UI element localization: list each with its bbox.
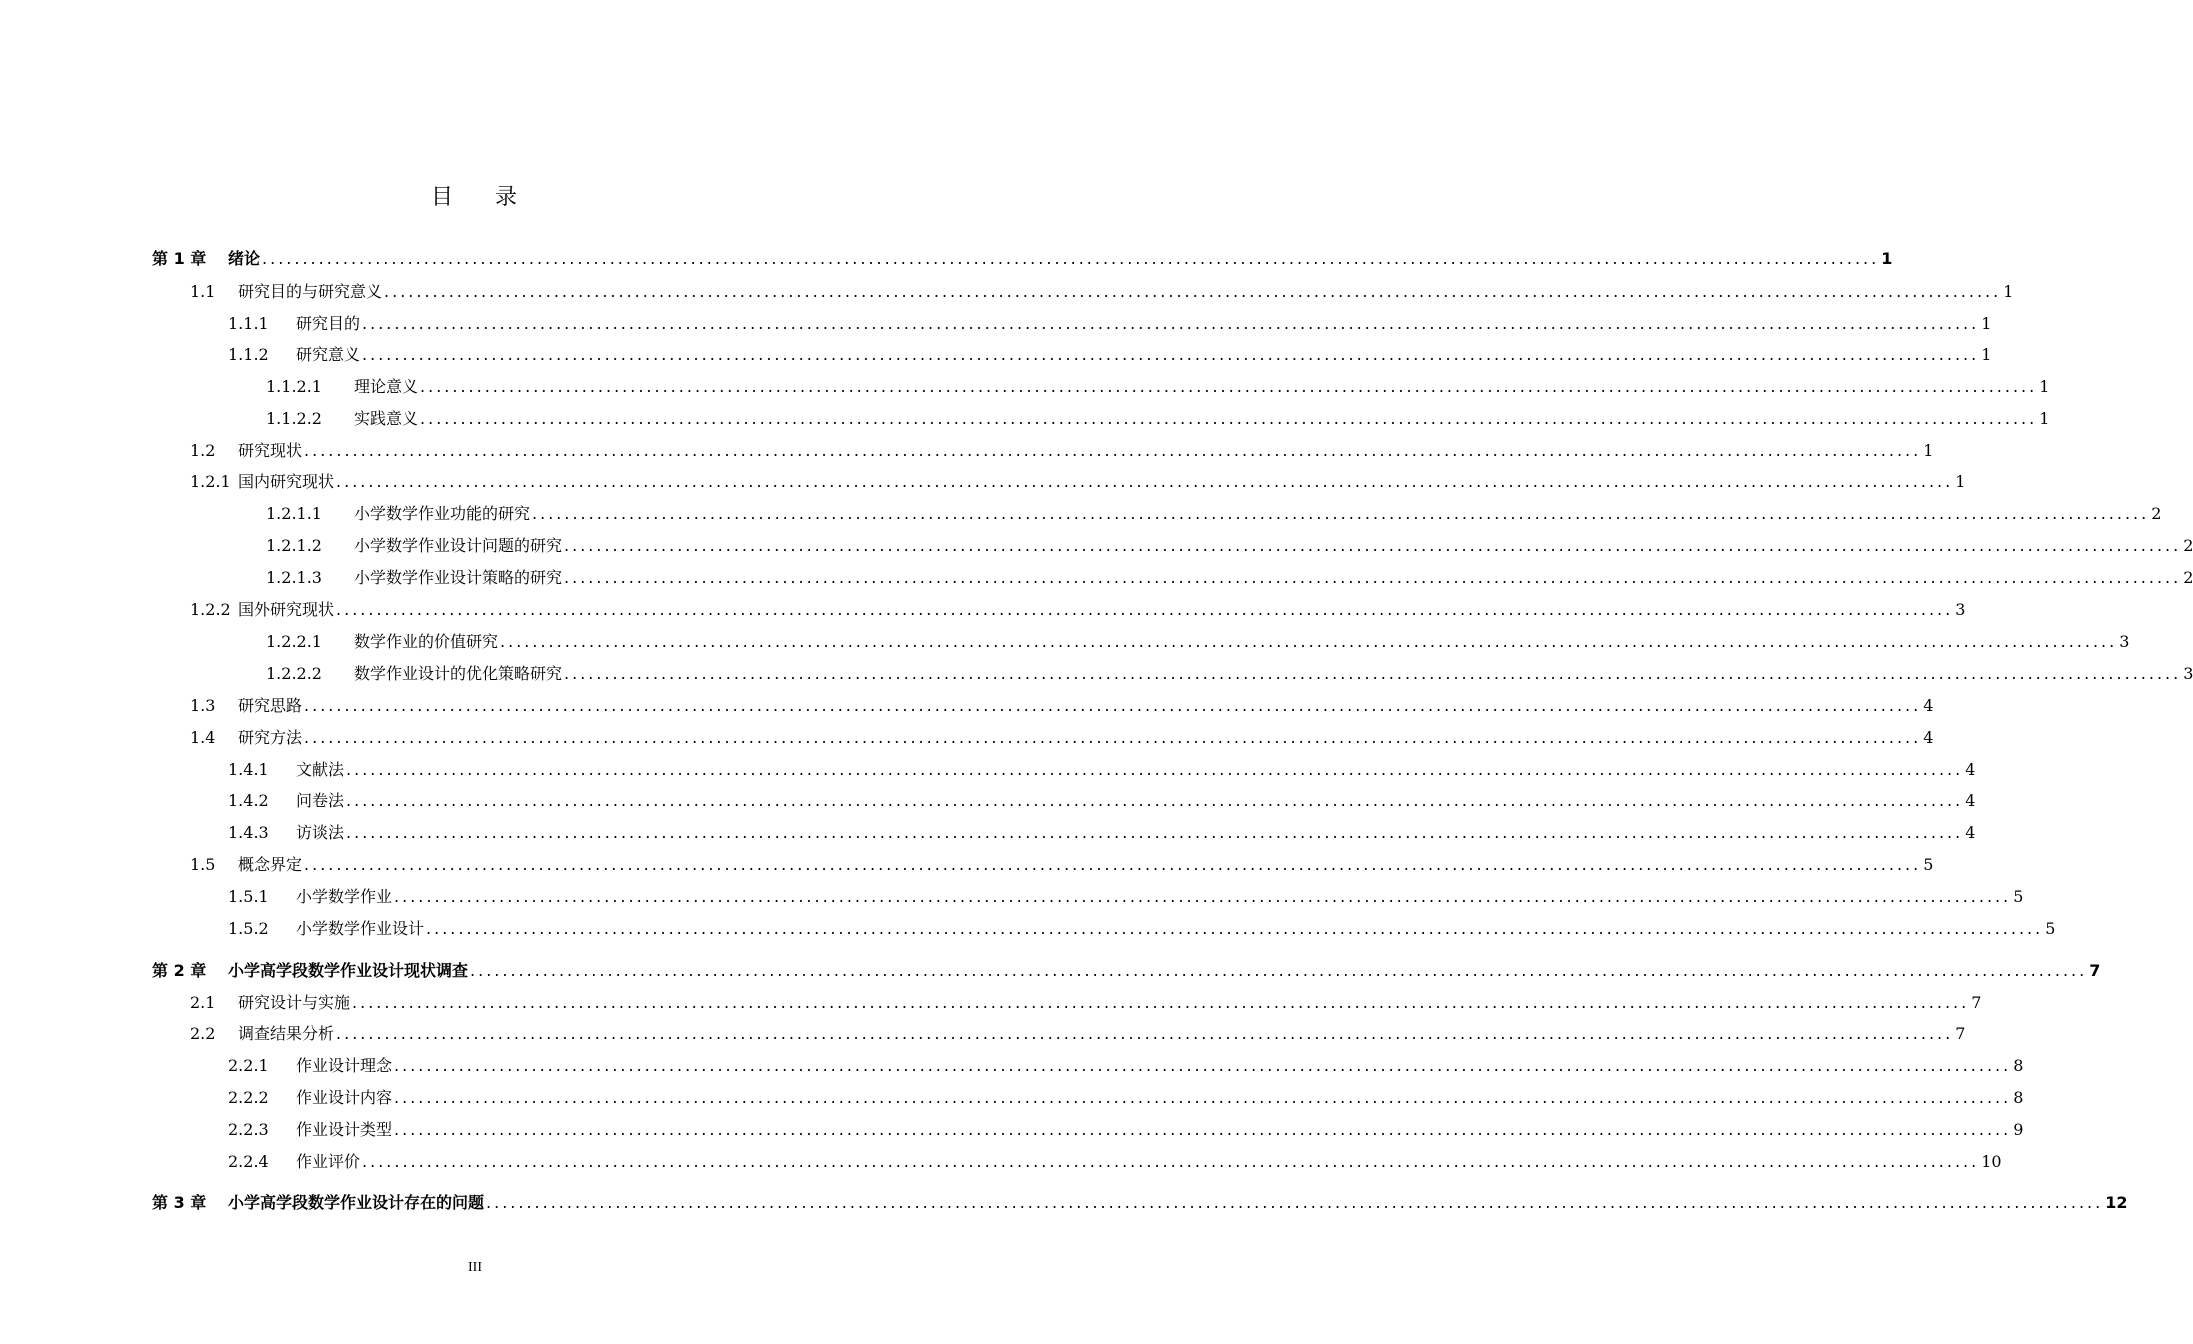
toc-title-char-1: 目 bbox=[430, 185, 455, 210]
toc-entry-page-number: 1 bbox=[1881, 249, 1893, 268]
toc-leader-dots: ........................................................................................................................................................................................................ bbox=[346, 823, 1964, 842]
toc-leader-dots: ........................................................................................................................................................................................................ bbox=[500, 632, 2118, 651]
toc-entry-page-number: 4 bbox=[1923, 728, 1934, 747]
toc-leader-dots: ........................................................................................................................................................................................................ bbox=[346, 791, 1964, 810]
toc-leader-dots: ........................................................................................................................................................................................................ bbox=[394, 1056, 2012, 1075]
toc-entry-label: 研究思路 bbox=[238, 696, 303, 715]
toc-entry-number: 1.2.1 bbox=[190, 472, 231, 491]
toc-entry-label: 小学高学段数学作业设计存在的问题 bbox=[228, 1193, 485, 1212]
toc-leader-dots: ........................................................................................................................................................................................................ bbox=[304, 728, 1922, 747]
toc-entry-label: 小学高学段数学作业设计现状调查 bbox=[228, 961, 469, 980]
toc-entry-number: 1.5 bbox=[190, 855, 216, 874]
toc-leader-dots: ........................................................................................................................................................................................................ bbox=[394, 1088, 2012, 1107]
toc-leader-dots: ........................................................................................................................................................................................................ bbox=[304, 441, 1922, 460]
toc-entry[interactable] bbox=[190, 852, 1934, 875]
toc-entry[interactable] bbox=[228, 342, 1992, 365]
toc-entry-page-number: 5 bbox=[2013, 887, 2024, 906]
toc-entry-number: 1.1.2.1 bbox=[266, 377, 322, 396]
toc-entry[interactable] bbox=[228, 1149, 2002, 1172]
toc-chapter-entry[interactable] bbox=[152, 1190, 2128, 1213]
toc-entry-page-number: 8 bbox=[2013, 1088, 2024, 1107]
toc-entry-label: 作业评价 bbox=[296, 1152, 361, 1171]
toc-entry-label: 作业设计内容 bbox=[296, 1088, 393, 1107]
toc-entry-page-number: 1 bbox=[2003, 282, 2014, 301]
toc-entry-page-number: 3 bbox=[1955, 600, 1966, 619]
toc-leader-dots: ........................................................................................................................................................................................................ bbox=[362, 1152, 1980, 1171]
toc-leader-dots: ........................................................................................................................................................................................................ bbox=[420, 409, 2038, 428]
toc-leader-dots: ........................................................................................................................................................................................................ bbox=[362, 314, 1980, 333]
toc-entry[interactable] bbox=[190, 990, 1982, 1013]
toc-chapter-entry[interactable] bbox=[152, 246, 1893, 269]
toc-entry-number: 1.4 bbox=[190, 728, 216, 747]
toc-leader-dots: ........................................................................................................................................................................................................ bbox=[384, 282, 2002, 301]
toc-entry-number: 第 3 章 bbox=[152, 1193, 207, 1212]
toc-entry-page-number: 5 bbox=[1923, 855, 1934, 874]
toc-entry-page-number: 4 bbox=[1965, 791, 1976, 810]
toc-leader-dots: ........................................................................................................................................................................................................ bbox=[426, 919, 2044, 938]
toc-leader-dots: ........................................................................................................................................................................................................ bbox=[304, 855, 1922, 874]
toc-entry-label: 研究现状 bbox=[238, 441, 303, 460]
toc-entry-page-number: 1 bbox=[1981, 345, 1992, 364]
toc-leader-dots: ........................................................................................................................................................................................................ bbox=[352, 993, 1970, 1012]
toc-leader-dots: ........................................................................................................................................................................................................ bbox=[532, 504, 2150, 523]
toc-entry[interactable] bbox=[266, 374, 2050, 397]
toc-entry-label: 实践意义 bbox=[354, 409, 419, 428]
toc-entry-label: 国外研究现状 bbox=[238, 600, 335, 619]
toc-entry-page-number: 10 bbox=[1981, 1152, 2002, 1171]
toc-entry[interactable] bbox=[266, 629, 2130, 652]
toc-entry-label: 小学数学作业设计问题的研究 bbox=[354, 536, 563, 555]
toc-entry-page-number: 1 bbox=[1955, 472, 1966, 491]
toc-entry-number: 1.2.2.2 bbox=[266, 664, 322, 683]
toc-entry-label: 调查结果分析 bbox=[238, 1024, 335, 1043]
toc-entry-label: 文献法 bbox=[296, 760, 345, 779]
toc-entry-number: 1.4.3 bbox=[228, 823, 269, 842]
toc-entry-number: 1.5.2 bbox=[228, 919, 269, 938]
toc-entry-label: 问卷法 bbox=[296, 791, 345, 810]
toc-entry-number: 1.4.1 bbox=[228, 760, 269, 779]
toc-leader-dots: ........................................................................................................................................................................................................ bbox=[336, 472, 1954, 491]
toc-leader-dots: ........................................................................................................................................................................................................ bbox=[486, 1193, 2104, 1212]
toc-entry[interactable] bbox=[190, 597, 1966, 620]
toc-leader-dots: ........................................................................................................................................................................................................ bbox=[262, 249, 1880, 268]
toc-entry-label: 研究设计与实施 bbox=[238, 993, 351, 1012]
toc-entry-page-number: 3 bbox=[2119, 632, 2130, 651]
toc-entry-page-number: 12 bbox=[2105, 1193, 2128, 1212]
toc-entry[interactable] bbox=[190, 438, 1934, 461]
toc-entry-page-number: 7 bbox=[2089, 961, 2101, 980]
toc-entry[interactable] bbox=[228, 757, 1976, 780]
toc-entry-number: 1.3 bbox=[190, 696, 216, 715]
toc-entry-number: 1.2.2.1 bbox=[266, 632, 322, 651]
toc-entry[interactable] bbox=[228, 884, 2024, 907]
toc-entry-label: 小学数学作业设计策略的研究 bbox=[354, 568, 563, 587]
toc-entry-number: 1.2.1.3 bbox=[266, 568, 322, 587]
toc-entry-number: 2.2.4 bbox=[228, 1152, 269, 1171]
toc-entry[interactable] bbox=[228, 1117, 2024, 1140]
toc-leader-dots: ........................................................................................................................................................................................................ bbox=[420, 377, 2038, 396]
toc-entry[interactable] bbox=[266, 661, 2193, 684]
toc-entry-number: 2.2 bbox=[190, 1024, 216, 1043]
toc-entry-number: 2.1 bbox=[190, 993, 216, 1012]
toc-entry-label: 研究意义 bbox=[296, 345, 361, 364]
toc-entry-label: 绪论 bbox=[228, 249, 261, 268]
toc-entry-label: 小学数学作业 bbox=[296, 887, 393, 906]
toc-entry[interactable] bbox=[190, 1021, 1966, 1044]
toc-entry-label: 研究目的与研究意义 bbox=[238, 282, 383, 301]
toc-leader-dots: ........................................................................................................................................................................................................ bbox=[564, 568, 2182, 587]
toc-leader-dots: ........................................................................................................................................................................................................ bbox=[362, 345, 1980, 364]
toc-entry-page-number: 3 bbox=[2183, 664, 2193, 683]
toc-entry[interactable] bbox=[266, 501, 2162, 524]
toc-entry-label: 作业设计理念 bbox=[296, 1056, 393, 1075]
toc-entry[interactable] bbox=[190, 693, 1934, 716]
toc-entry-label: 小学数学作业功能的研究 bbox=[354, 504, 531, 523]
toc-entry-page-number: 1 bbox=[2039, 409, 2050, 428]
toc-entry-page-number: 9 bbox=[2013, 1120, 2024, 1139]
toc-entry[interactable] bbox=[228, 1085, 2024, 1108]
toc-entry-label: 小学数学作业设计 bbox=[296, 919, 425, 938]
toc-entry-number: 1.1.2 bbox=[228, 345, 269, 364]
toc-entry-page-number: 8 bbox=[2013, 1056, 2024, 1075]
toc-leader-dots: ........................................................................................................................................................................................................ bbox=[336, 600, 1954, 619]
toc-entry[interactable] bbox=[266, 406, 2050, 429]
toc-leader-dots: ........................................................................................................................................................................................................ bbox=[336, 1024, 1954, 1043]
toc-entry[interactable] bbox=[228, 1053, 2024, 1076]
toc-entry-page-number: 1 bbox=[1981, 314, 1992, 333]
toc-leader-dots: ........................................................................................................................................................................................................ bbox=[394, 1120, 2012, 1139]
toc-entry-page-number: 7 bbox=[1955, 1024, 1966, 1043]
toc-entry[interactable] bbox=[190, 469, 1966, 492]
toc-entry[interactable] bbox=[190, 279, 2014, 302]
toc-entry-page-number: 4 bbox=[1923, 696, 1934, 715]
toc-entry-page-number: 1 bbox=[2039, 377, 2050, 396]
toc-entry-label: 数学作业设计的优化策略研究 bbox=[354, 664, 563, 683]
toc-entry-page-number: 2 bbox=[2151, 504, 2162, 523]
toc-entry-number: 1.2.2 bbox=[190, 600, 231, 619]
toc-entry-number: 第 1 章 bbox=[152, 249, 207, 268]
toc-chapter-entry[interactable] bbox=[152, 958, 2101, 981]
toc-entry[interactable] bbox=[190, 725, 1934, 748]
toc-entry-number: 1.2.1.1 bbox=[266, 504, 322, 523]
toc-entry-number: 1.4.2 bbox=[228, 791, 269, 810]
toc-entry-page-number: 2 bbox=[2183, 536, 2193, 555]
toc-entry-number: 2.2.1 bbox=[228, 1056, 269, 1075]
toc-entry-page-number: 5 bbox=[2045, 919, 2056, 938]
toc-entry-label: 理论意义 bbox=[354, 377, 419, 396]
toc-leader-dots: ........................................................................................................................................................................................................ bbox=[304, 696, 1922, 715]
toc-entry-page-number: 7 bbox=[1971, 993, 1982, 1012]
toc-entry-number: 2.2.2 bbox=[228, 1088, 269, 1107]
toc-entry[interactable] bbox=[266, 533, 2193, 556]
toc-entry-label: 国内研究现状 bbox=[238, 472, 335, 491]
toc-entry-page-number: 4 bbox=[1965, 760, 1976, 779]
toc-entry-number: 1.2 bbox=[190, 441, 216, 460]
toc-entry-label: 访谈法 bbox=[296, 823, 345, 842]
toc-title bbox=[0, 180, 950, 211]
toc-leader-dots: ........................................................................................................................................................................................................ bbox=[346, 760, 1964, 779]
toc-entry[interactable] bbox=[266, 565, 2193, 588]
toc-entry-label: 研究目的 bbox=[296, 314, 361, 333]
toc-entry-number: 1.1.2.2 bbox=[266, 409, 322, 428]
toc-entry-label: 数学作业的价值研究 bbox=[354, 632, 499, 651]
toc-entry-label: 研究方法 bbox=[238, 728, 303, 747]
toc-entry-label: 作业设计类型 bbox=[296, 1120, 393, 1139]
toc-entry-label: 概念界定 bbox=[238, 855, 303, 874]
toc-entry[interactable] bbox=[228, 311, 1992, 334]
toc-leader-dots: ........................................................................................................................................................................................................ bbox=[470, 961, 2088, 980]
toc-entry-number: 1.5.1 bbox=[228, 887, 269, 906]
toc-entry-number: 1.1 bbox=[190, 282, 216, 301]
toc-leader-dots: ........................................................................................................................................................................................................ bbox=[564, 536, 2182, 555]
toc-leader-dots: ........................................................................................................................................................................................................ bbox=[564, 664, 2182, 683]
toc-entry[interactable] bbox=[228, 916, 2056, 939]
toc-entry-page-number: 4 bbox=[1965, 823, 1976, 842]
toc-entry-number: 1.2.1.2 bbox=[266, 536, 322, 555]
page-number-footer: III bbox=[468, 1260, 482, 1275]
toc-entry[interactable] bbox=[228, 820, 1976, 843]
toc-title-char-2: 录 bbox=[495, 185, 520, 210]
toc-entry-number: 2.2.3 bbox=[228, 1120, 269, 1139]
toc-entry-number: 1.1.1 bbox=[228, 314, 269, 333]
toc-entry-page-number: 2 bbox=[2183, 568, 2193, 587]
toc-entry-page-number: 1 bbox=[1923, 441, 1934, 460]
toc-entry-number: 第 2 章 bbox=[152, 961, 207, 980]
toc-leader-dots: ........................................................................................................................................................................................................ bbox=[394, 887, 2012, 906]
toc-entry[interactable] bbox=[228, 788, 1976, 811]
